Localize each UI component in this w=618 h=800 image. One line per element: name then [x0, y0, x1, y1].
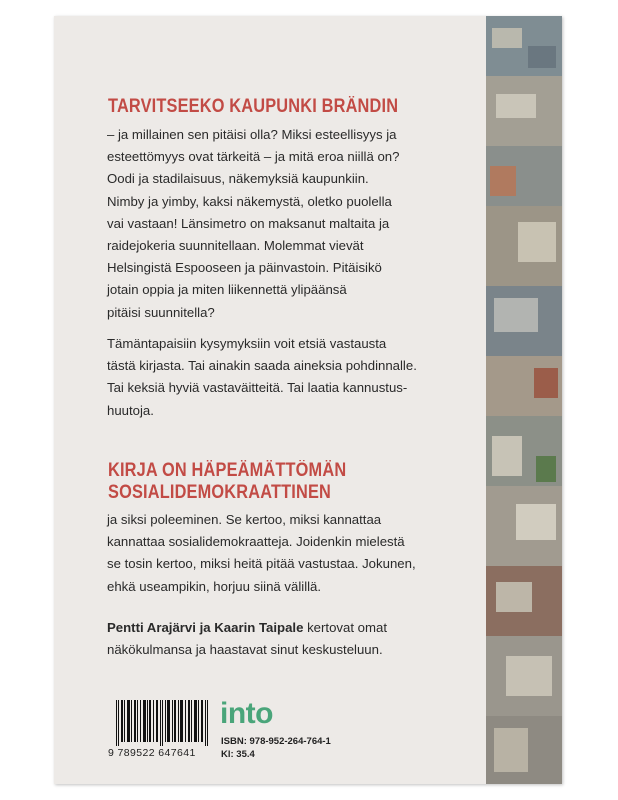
section-heading-social-democratic — [108, 460, 426, 504]
paragraph-polemic — [107, 509, 475, 598]
author-text: kertovat omat — [303, 620, 387, 635]
text-line: tästä kirjasta. Tai ainakin saada aineksia pohdinnalle. — [107, 358, 417, 374]
text-line: Oodi ja stadilaisuus, näkemyksiä kaupunkiin. — [107, 171, 369, 187]
text-line: Nimby ja yimby, kaksi näkemystä, oletko puolella — [107, 193, 392, 209]
isbn-block — [221, 735, 331, 761]
text-line: esteettömyys ovat tärkeitä – ja mitä eroa niillä on? — [107, 149, 400, 165]
barcode — [108, 700, 212, 762]
text-line: Helsingistä Espooseen ja päinvastoin. Pitäisikö — [107, 260, 382, 276]
text-line: Tai keksiä hyviä vastaväitteitä. Tai laatia kannustus- — [107, 380, 408, 396]
text-line: ehkä useampikin, horjuu siinä välillä. — [107, 578, 322, 594]
city-photo-strip — [486, 16, 562, 784]
heading-line: SOSIALIDEMOKRAATTINEN — [108, 482, 331, 503]
heading-line: KIRJA ON HÄPEÄMÄTTÖMÄN — [108, 460, 347, 481]
isbn-number: ISBN: 978-952-264-764-1 — [221, 736, 331, 747]
text-line: ja siksi poleeminen. Se kertoo, miksi kannattaa — [107, 512, 382, 527]
paragraph-authors — [107, 617, 475, 661]
text-line: kannattaa sosialidemokraatteja. Joidenkin mielestä — [107, 534, 405, 550]
book-back-cover — [54, 16, 562, 784]
author-names: Pentti Arajärvi ja Kaarin Taipale — [107, 620, 304, 635]
section-heading-brand: TARVITSEEKO KAUPUNKI BRÄNDIN — [108, 96, 399, 117]
text-line: Tämäntapaisiin kysymyksiin voit etsiä vastausta — [107, 336, 387, 351]
barcode-bars — [116, 700, 208, 746]
text-line: näkökulmansa ja haastavat sinut keskusteluun. — [107, 642, 383, 658]
text-line: vai vastaan! Länsimetro on maksanut maltaita ja — [107, 215, 390, 231]
text-line — [107, 617, 475, 639]
text-line: huutoja. — [107, 402, 154, 418]
paragraph-answers — [107, 333, 475, 422]
text-panel — [54, 16, 486, 784]
barcode-digits: 9 789522 647641 — [108, 747, 196, 759]
text-line: pitäisi suunnitella? — [107, 304, 215, 320]
paragraph-questions — [107, 124, 475, 324]
text-line: se tosin kertoo, miksi heitä pitää vastustaa. Jokunen, — [107, 556, 416, 572]
text-line: – ja millainen sen pitäisi olla? Miksi esteellisyys ja — [107, 127, 397, 142]
library-class: Kl: 35.4 — [221, 749, 255, 760]
text-line: jotain oppia ja miten liikennettä ylipäänsä — [107, 282, 347, 298]
publisher-logo: into — [220, 697, 273, 730]
text-line: raidejokeria suunnitellaan. Molemmat vievät — [107, 238, 364, 254]
